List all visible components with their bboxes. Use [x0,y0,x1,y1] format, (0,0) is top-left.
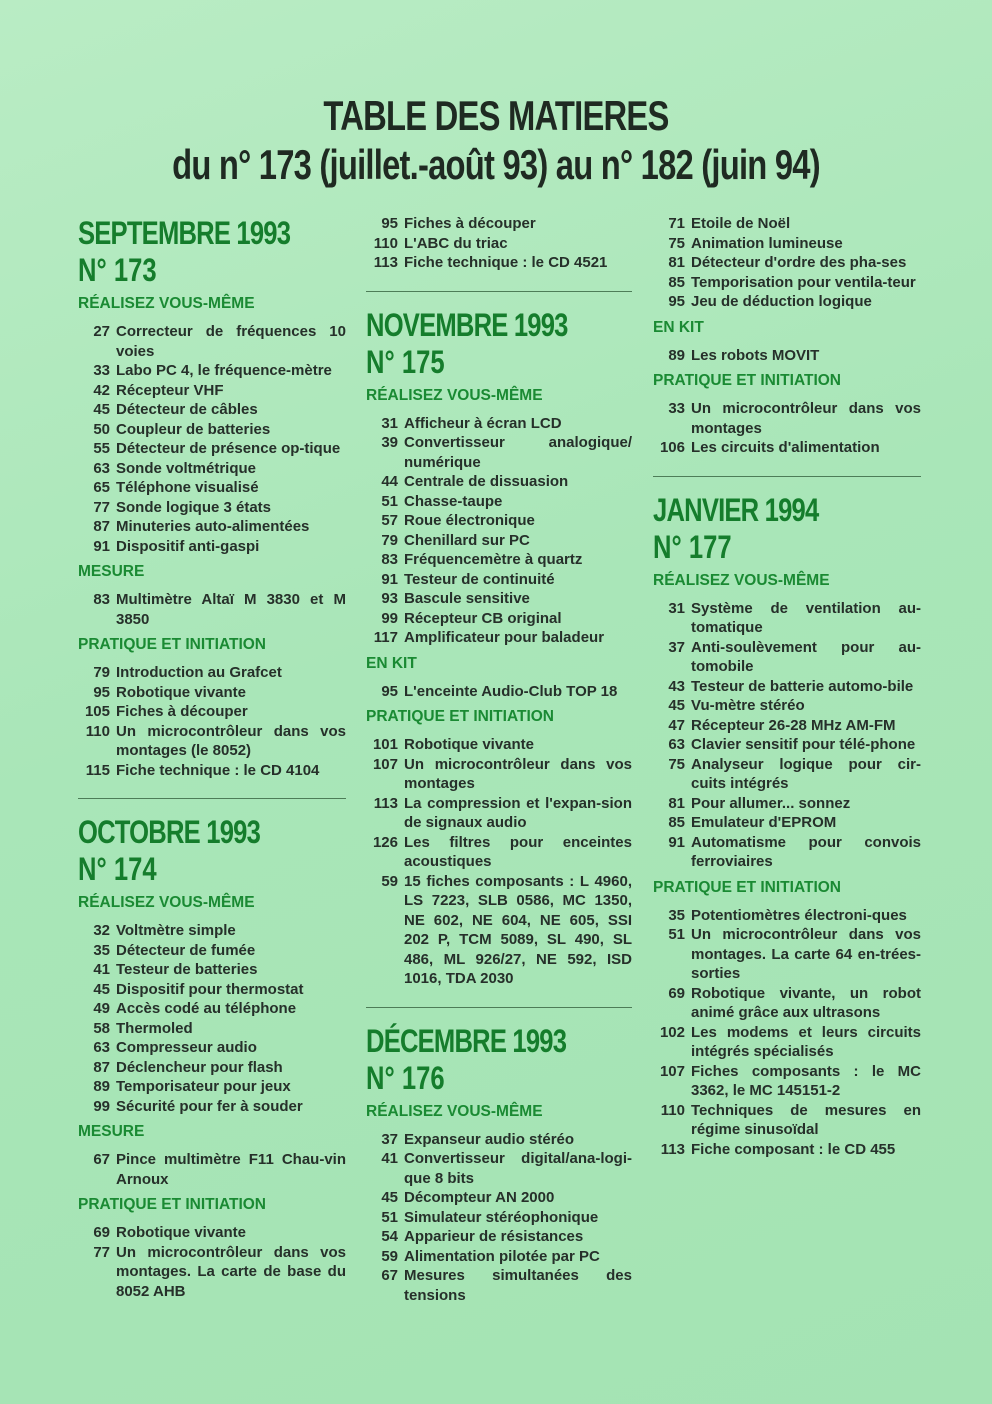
page-number: 89 [93,1078,110,1095]
entry-title: Détecteur de présence op-tique [116,440,341,457]
page-number: 91 [668,833,685,851]
column-left [78,214,346,1301]
issue-continuation [366,214,632,273]
page-number: 117 [373,629,398,646]
entry-title: Détecteur de fumée [116,941,256,959]
page-number: 51 [668,926,685,943]
page-title: TABLE DES MATIERES [323,92,669,139]
entry-title: Introduction au Grafcet [116,664,282,681]
page-number: 77 [93,498,110,516]
page-number: 39 [381,434,398,451]
toc-entry [366,492,632,512]
toc-entry [78,1243,346,1302]
page-number: 35 [668,906,685,924]
entry-title: Robotique vivante, un robot animé grâce aux ultrasons [691,984,921,1021]
toc-entry [653,794,921,814]
toc-entry [366,589,632,609]
toc-entry [366,872,632,989]
toc-entry [78,498,346,518]
toc-entry [366,414,632,434]
entry-title: Sécurité pour fer à souder [116,1097,303,1115]
page-number: 75 [668,755,685,773]
entry-title: Décompteur AN 2000 [404,1189,555,1206]
page-number: 33 [93,362,110,379]
toc-entry [653,716,921,736]
page-number: 113 [373,794,398,812]
entry-title: Roue électronique [404,512,535,529]
section-heading: PRATIQUE ET INITIATION [653,372,842,389]
page-number: 89 [668,346,685,364]
page-number: 63 [668,736,685,753]
column-middle [366,214,632,1305]
entry-title: Un microcontrôleur dans vos montages [404,755,632,792]
entry-title: Automatisme pour convois ferroviaires [691,833,921,870]
page-number: 65 [93,479,110,496]
page-number: 69 [668,984,685,1002]
toc-entry [78,400,346,420]
page-number: 67 [381,1267,398,1284]
entry-title: Pince multimètre F11 Chau-vin Arnoux [116,1151,346,1188]
entry-title: Récepteur 26-28 MHz AM-FM [691,716,896,734]
entry-title: Amplificateur pour baladeur [404,629,605,646]
entry-title: Bascule sensitive [404,590,530,607]
page-number: 110 [85,722,110,740]
toc-entry [366,511,632,531]
toc-entry [366,794,632,833]
section-heading: EN KIT [366,654,417,672]
toc-entry [78,439,346,459]
page-number: 79 [93,664,110,681]
entry-title: Fiche technique : le CD 4521 [404,254,608,271]
section-heading: MESURE [78,563,145,580]
entry-title: Un microcontrôleur dans vos montages [691,400,921,437]
section-heading: EN KIT [653,318,704,336]
page-number: 79 [381,531,398,549]
toc-entry [78,381,346,401]
entry-title: Potentiomètres électroni-ques [691,906,907,924]
entry-title: Vu-mètre stéréo [691,697,805,714]
divider [366,1007,632,1008]
toc-entry [653,696,921,716]
page-number: 45 [93,401,110,418]
section-heading: RÉALISEZ VOUS-MÊME [653,571,830,589]
toc-entry [653,1023,921,1062]
toc-entry [78,1223,346,1243]
toc-entry [78,517,346,537]
toc-entry [78,702,346,722]
page-number: 31 [381,414,398,432]
toc-entry [366,570,632,590]
page-number: 51 [381,492,398,510]
toc-entry [653,234,921,254]
entry-title: Testeur de batteries [116,961,258,978]
toc-entry [366,833,632,872]
entry-title: Déclencheur pour flash [116,1058,283,1076]
issue-month: NOVEMBRE 1993 [366,306,568,343]
column-right [653,214,921,1159]
toc-entry [653,599,921,638]
section-heading: PRATIQUE ET INITIATION [78,1196,267,1213]
entry-title: Détecteur de câbles [116,401,258,418]
page-number: 50 [93,420,110,438]
page-number: 31 [668,599,685,617]
entry-title: Fréquencemètre à quartz [404,551,583,568]
toc-entry [78,980,346,1000]
toc-entry [366,735,632,755]
entry-title: Récepteur VHF [116,381,224,399]
page-number: 95 [381,682,398,700]
entry-title: Système de ventilation au-tomatique [691,599,921,636]
toc-entry [78,941,346,961]
page-number: 45 [668,697,685,714]
page-number: 110 [660,1101,685,1119]
toc-entry [653,984,921,1023]
entry-title: Dispositif anti-gaspi [116,537,260,555]
toc-entry [653,735,921,755]
page-number: 59 [381,1247,398,1265]
toc-entry [653,755,921,794]
page-number: 113 [373,254,398,271]
page-number: 95 [93,683,110,701]
section-heading: MESURE [78,1123,145,1140]
toc-entry [366,1266,632,1305]
page-number: 126 [372,833,398,851]
toc-entry [653,438,921,458]
page-number: 113 [660,1140,685,1158]
toc-entry [366,628,632,648]
entry-title: Animation lumineuse [691,234,843,252]
page-number: 87 [93,1058,110,1076]
toc-entry [78,1150,346,1189]
entry-title: Un microcontrôleur dans vos montages (le 8052) [116,722,346,759]
entry-title: Fiche technique : le CD 4104 [116,761,320,779]
issue-number: N° 176 [366,1059,445,1096]
issue-month: DÉCEMBRE 1993 [366,1022,567,1059]
toc-entry [653,1062,921,1101]
page-number: 49 [93,1000,110,1017]
toc-entry [653,1140,921,1160]
entry-title: Les robots MOVIT [691,346,820,364]
entry-title: Dispositif pour thermostat [116,980,304,998]
entry-title: Fiches à découper [116,703,248,720]
page-number: 75 [668,234,685,252]
toc-entry [78,761,346,781]
page-number: 91 [381,570,398,588]
entry-title: Testeur de batterie automo-bile [691,677,914,695]
entry-title: Téléphone visualisé [116,479,259,496]
toc-entry [653,253,921,273]
page-number: 71 [668,215,685,232]
page-number: 93 [381,590,398,607]
page-number: 47 [668,716,685,734]
toc-entry [366,531,632,551]
issue-number: N° 175 [366,343,445,380]
issue-continuation [653,214,921,458]
page-number: 87 [93,518,110,535]
entry-title: La compression et l'expan-sion de signaux audio [404,794,632,831]
toc-entry [366,253,632,273]
toc-entry [653,1101,921,1140]
entry-title: Anti-soulèvement pour au-tomobile [691,638,921,675]
page-number: 45 [93,980,110,998]
entry-title: Pour allumer... sonnez [691,794,851,812]
page-number: 27 [93,323,110,340]
toc-entry [653,677,921,697]
entry-title: Récepteur CB original [404,609,562,627]
page-number: 45 [381,1189,398,1206]
page-number: 81 [668,254,685,271]
page-number: 33 [668,400,685,417]
page-number: 95 [381,215,398,232]
page-number: 63 [93,1039,110,1056]
toc-entry [653,925,921,984]
toc-entry [78,459,346,479]
toc-entry [78,537,346,557]
page-number: 32 [93,922,110,939]
entry-title: Robotique vivante [116,683,247,701]
entry-title: Chenillard sur PC [404,531,530,549]
entry-title: Expanseur audio stéréo [404,1130,575,1148]
entry-title: Chasse-taupe [404,492,503,510]
entry-title: Apparieur de résistances [404,1228,584,1245]
entry-title: Coupleur de batteries [116,420,271,438]
toc-entry [366,1188,632,1208]
toc-entry [653,292,921,312]
section-heading: PRATIQUE ET INITIATION [366,708,555,725]
issue-block [366,1022,632,1306]
toc-entry [366,682,632,702]
entry-title: Robotique vivante [404,736,535,753]
issue-number: N° 177 [653,528,732,565]
issue-month: OCTOBRE 1993 [78,814,260,850]
toc-entry [653,399,921,438]
page-number: 44 [381,473,398,490]
entry-title: Minuteries auto-alimentées [116,518,310,535]
page-number: 95 [668,293,685,310]
page-number: 37 [381,1130,398,1148]
toc-entry [653,346,921,366]
entry-title: L'enceinte Audio-Club TOP 18 [404,682,618,700]
entry-title: Mesures simultanées des tensions [404,1267,632,1304]
entry-title: Un microcontrôleur dans vos montages. La carte 64 en-trées-sorties [691,926,921,982]
entry-title: Compresseur audio [116,1039,257,1056]
entry-title: Analyseur logique pour cir-cuits intégrés [691,755,921,792]
toc-entry [366,433,632,472]
issue-number: N° 173 [78,252,157,288]
page-number: 101 [372,736,398,753]
page-number: 81 [668,794,685,812]
toc-entry [78,590,346,629]
page-number: 83 [93,591,110,608]
entry-title: Alimentation pilotée par PC [404,1247,600,1265]
section-heading: RÉALISEZ VOUS-MÊME [78,295,255,312]
section-heading: RÉALISEZ VOUS-MÊME [78,894,255,911]
entry-title: Fiches à découper [404,215,536,232]
entry-title: Etoile de Noël [691,215,791,232]
page-number: 57 [381,512,398,529]
entry-title: Accès codé au téléphone [116,1000,297,1017]
toc-entry [78,960,346,980]
issue-number: N° 174 [78,851,157,887]
toc-entry [78,921,346,941]
entry-title: Sonde logique 3 états [116,498,272,516]
page-number: 59 [381,872,398,890]
page-number: 43 [668,677,685,695]
toc-entry [78,1019,346,1039]
page-number: 42 [93,381,110,399]
toc-entry [366,234,632,254]
entry-title: Thermoled [116,1019,193,1037]
toc-entry [78,663,346,683]
issue-block [78,813,346,1301]
issue-block [653,491,921,1160]
toc-entry [366,1247,632,1267]
entry-title: Les filtres pour enceintes acoustiques [404,833,632,870]
page-number: 69 [93,1224,110,1241]
page-number: 67 [93,1151,110,1168]
toc-entry [78,999,346,1019]
page-number: 115 [85,761,110,779]
entry-title: Jeu de déduction logique [691,293,872,310]
entry-title: Convertisseur digital/ana-logi-que 8 bits [404,1150,632,1187]
page-number: 35 [93,941,110,959]
page-number: 85 [668,273,685,291]
page-number: 83 [381,551,398,568]
entry-title: Fiche composant : le CD 455 [691,1140,896,1158]
page-number: 99 [93,1097,110,1115]
page-number: 107 [372,755,398,773]
entry-title: Temporisation pour ventila-teur [691,273,916,291]
entry-title: Techniques de mesures en régime sinusoïdal [691,1101,921,1138]
toc-entry [78,683,346,703]
page-number: 105 [84,703,110,720]
page-number: 58 [93,1019,110,1037]
toc-entry [78,1097,346,1117]
toc-entry [653,638,921,677]
page-number: 41 [93,961,110,978]
toc-entry [653,813,921,833]
section-heading: RÉALISEZ VOUS-MÊME [366,386,543,404]
divider [78,798,346,799]
entry-title: Centrale de dissuasion [404,473,569,490]
issue-month: JANVIER 1994 [653,491,819,528]
entry-title: Voltmètre simple [116,922,236,939]
entry-title: Convertisseur analogique/ numérique [404,434,632,471]
entry-title: Multimètre Altaï M 3830 et M 3850 [116,591,346,628]
entry-title: Temporisateur pour jeux [116,1078,291,1095]
entry-title: Robotique vivante [116,1224,247,1241]
toc-entry [366,550,632,570]
entry-title: Les modems et leurs circuits intégrés spécialisés [691,1023,921,1060]
toc-entry [653,214,921,234]
toc-entry [366,214,632,234]
page-number: 63 [93,459,110,477]
page-number: 77 [93,1243,110,1261]
toc-entry [366,1208,632,1228]
entry-title: Labo PC 4, le fréquence-mètre [116,362,332,379]
toc-entry [78,322,346,361]
page-number: 99 [381,609,398,627]
toc-entry [653,833,921,872]
page-number: 51 [381,1208,398,1226]
page-number: 106 [659,439,685,456]
toc-entry [366,1130,632,1150]
page-number: 102 [659,1023,685,1041]
entry-title: Correcteur de fréquences 10 voies [116,323,346,360]
page-number: 55 [93,440,110,457]
entry-title: Simulateur stéréophonique [404,1208,599,1226]
toc-entry [366,472,632,492]
entry-title: Clavier sensitif pour télé-phone [691,736,916,753]
page-number: 107 [659,1062,685,1080]
issue-block [78,214,346,780]
toc-entry [366,1149,632,1188]
entry-title: Détecteur d'ordre des pha-ses [691,254,907,271]
entry-title: L'ABC du triac [404,234,508,252]
entry-title: 15 fiches composants : L 4960, LS 7223, SLB 0586, MC 1350, NE 602, NE 604, NE 605, SSI 202 P, TCM 5089, SL 490, SL 486, ML 926/27, NE 592, ISD 1016, TDA 2030 [404,872,632,987]
toc-entry [366,755,632,794]
entry-title: Emulateur d'EPROM [691,814,837,831]
toc-entry [653,273,921,293]
toc-entry [78,1038,346,1058]
page-number: 41 [381,1150,398,1167]
divider [653,476,921,477]
page-number: 85 [668,814,685,831]
issue-month: SEPTEMBRE 1993 [78,215,291,251]
toc-entry [78,1077,346,1097]
toc-entry [366,609,632,629]
toc-entry [78,361,346,381]
entry-title: Les circuits d'alimentation [691,439,880,456]
page-number: 54 [381,1228,398,1245]
section-heading: PRATIQUE ET INITIATION [78,636,267,653]
issue-block [366,306,632,989]
page-number: 37 [668,638,685,656]
page-number: 110 [373,234,398,252]
toc-entry [78,722,346,761]
toc-entry [366,1227,632,1247]
entry-title: Testeur de continuité [404,570,555,588]
divider [366,291,632,292]
entry-title: Fiches composants : le MC 3362, le MC 145151-2 [691,1062,921,1099]
page-subtitle: du n° 173 (juillet.-août 93) au n° 182 (juin 94) [172,141,820,188]
toc-entry [78,478,346,498]
toc-entry [653,906,921,926]
entry-title: Afficheur à écran LCD [404,414,562,432]
section-heading: PRATIQUE ET INITIATION [653,878,842,896]
entry-title: Sonde voltmétrique [116,459,257,477]
section-heading: RÉALISEZ VOUS-MÊME [366,1102,543,1120]
page-number: 91 [93,537,110,555]
toc-entry [78,1058,346,1078]
entry-title: Un microcontrôleur dans vos montages. La carte de base du 8052 AHB [116,1243,346,1300]
toc-entry [78,420,346,440]
